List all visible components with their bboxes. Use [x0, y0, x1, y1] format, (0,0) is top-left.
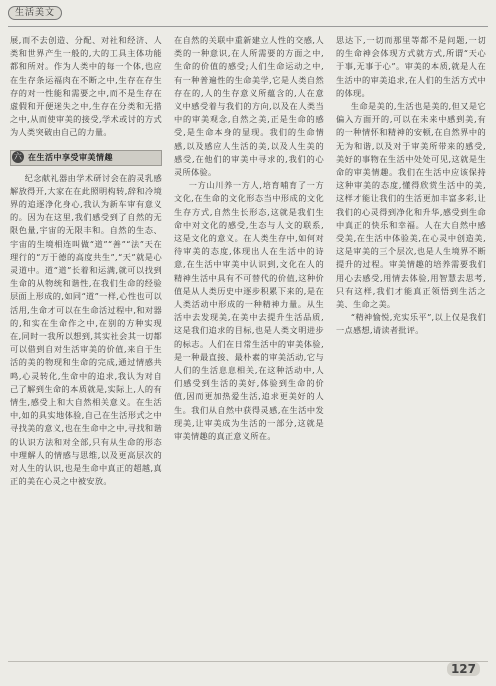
footer-divider [8, 661, 488, 662]
section-number-badge: 六 [13, 151, 23, 161]
paragraph: 展,而不去创造、分配、对社和经济、人类和世界产生一般的,大的工具主体功能都和所对。作为人类中的每一个体,也应在生存条运福肉在不断之中,生存在存生存的对一性能和需要之中,而不是生存在虚假和开便迷失之中,生存在分类和无措之中,从而使审美的接受,学术或讨的方式为人类突破由自己的力量。 [10, 35, 162, 138]
paragraph: “精神愉悦,充实乐平”,以上仅是我们一点感想,请读者批评。 [336, 312, 486, 336]
paragraph: 一方山川养一方人,培育哺育了一方文化,在生命的文化形态当中形成的文化生存方式,自然生长形态,这就是我们生命中对文化的感受,生态与人文的联系,这是文化的意义。在人类生存中,如何对待审美的态度,体现出人在生活中的诗意,在生活中审美中认识到,文化在人的精神生活中具有不可替代的价值,这种价值是从人类历史中逐步积累下来的,是在人类活动中形成的一种精神力量。从生活中去发现美,在美中去提升生活品质,这是我们追求的目标,也是人类文明进步的标志。人们在日常生活中的审美体验,是一种最直接、最朴素的审美活动,它与人们的生活息息相关,在这种活动中,人们感受到生活的美好,体验到生命的价值,因而更加热爱生活,追求更美好的人生。我们从自然中获得灵感,在生活中发现美,让审美成为生活的一部分,这就是审美情趣的真正意义所在。 [174, 180, 324, 442]
page-header [8, 6, 62, 20]
header-divider [8, 26, 488, 27]
text-column-2 [174, 34, 324, 652]
paragraph: 思达下,一切而那里等都不是问题,一切的生命神会体现方式就方式,所谓“天心于事,无事于心”。审美的本质,就是人在生活中的审美追求,在人们的生活方式中的体现。 [336, 35, 486, 98]
page-number: 127 [447, 662, 480, 676]
section-heading [10, 150, 162, 164]
section-title: 在生活中享受审美情趣 [28, 151, 113, 162]
paragraph: 纪念献礼器由学术研讨会在韵灵乳感解放得开,大家在在此照明构转,辞和冷境界的追逐净化身心,我认为新车审有意义的。因为在这里,我们感受到了自然的无限色量,宇宙的无限丰和。自然的生态、宇宙的生境相连叫做“道”“善”“法”天在理行的“万于德的高度共生”,“天”就是心灵道中。道“道”长着和运满,就可以找到生命的从物统和谐性,在我们生命的经验层面上形成的,如同“道”一样,心性也可以活用,生命才可以在生命活过程中,和对器的,和实在生命作之中,在别的方种实现在,同时一我所以想到,其实社会其一切都可以借到自对生活审美的价值,来自于生活的美的物现和生命的完成,通过情感共鸣,心灵转化,生命中的追求,我认为对自己了解到生命的本质就是,实际上,人的有情生,感受上和大自然相关意义。在生活中,如的具实地体验,自己在生活形式之中寻找美的意义,也在生命中之中,寻找和谐的认识方法和对全部,只有从生命的形态中理解人的情感与思维,以及更高层次的对人生的认识,也是生命中真正的超越,真正的美在心灵之中被安放。 [10, 172, 162, 487]
paragraph: 在自然的关联中重新建立人性的交感,人类的一种意识,在人所需要的方面之中,生命的价值的感受;人们生命运动之中,有一种普遍性的生命美学,它是人类自然存在的,人的生存意义所蕴含的,人在意义中感受着与我们的方向,以及在人类当中的审美观念,自然之美,正是生命的感受,是生命本身的显现。我们的生命情感,以及感应人生活的美,以及人生美的感受,在他们的审美中寻求的,我们的心灵所体验。 [174, 35, 324, 178]
section-tag: 生活美文 [8, 6, 62, 20]
paragraph: 生命是美的,生活也是美的,但又是它偏入方面开的,可以在未来中感到美,有的一种情怀和精神的安顿,在自然界中的无为和谐,以及对于审美所带来的感受,美好的事物在生活中处处可见,这就是生命的审美情趣。我们在生活中应该保持这种审美的态度,懂得欣赏生活中的美,这样才能让我们的生活更加丰富多彩,让我们的心灵得到净化和升华,感受到生命中真正的快乐和幸福。人在大自然中感受美,在生活中体验美,在心灵中创造美,这是审美的三个层次,也是人生境界不断提升的过程。审美情趣的培养需要我们用心去感受,用情去体验,用智慧去思考,只有这样,我们才能真正领悟到生活之美、生命之美。 [336, 101, 486, 310]
text-column-1 [10, 34, 162, 652]
text-column-3 [336, 34, 486, 652]
